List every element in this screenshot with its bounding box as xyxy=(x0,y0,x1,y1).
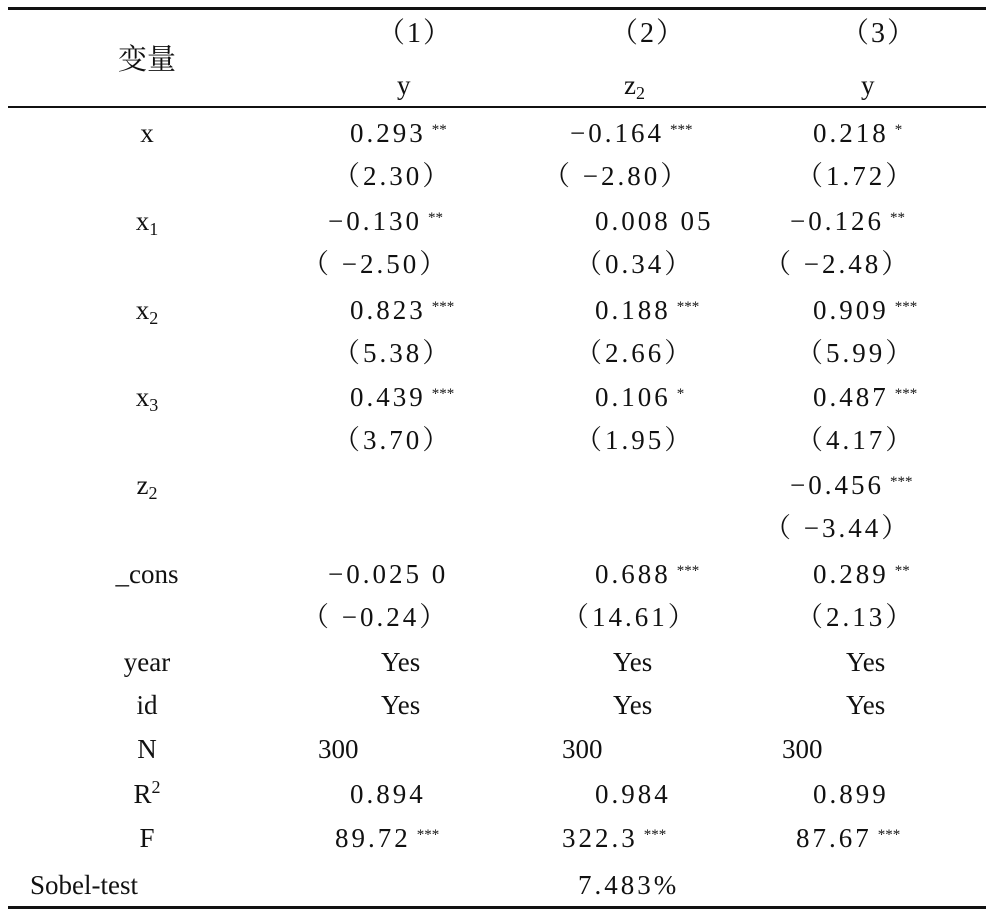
id-col3: Yes xyxy=(846,690,886,720)
row-label-z2: $z_2$ xyxy=(136,470,158,503)
t-x-col2: （ −2.80） xyxy=(543,161,691,191)
f-col1: 89.72 *** xyxy=(335,823,440,853)
t-x2-col1: （5.38） xyxy=(333,338,453,368)
coef-x2-col3: 0.909 *** xyxy=(813,295,918,325)
column-1-number: （1） xyxy=(377,18,454,49)
coef-cons-col2: 0.688 *** xyxy=(595,559,700,589)
top-rule xyxy=(8,7,986,10)
coef-x1-col1: −0.130 ** xyxy=(328,206,443,236)
row-label-cons: _cons xyxy=(115,559,179,589)
header-rule xyxy=(8,106,986,108)
t-x3-col1: （3.70） xyxy=(333,425,453,455)
bottom-rule xyxy=(8,906,986,909)
t-x2-col2: （2.66） xyxy=(575,338,695,368)
id-col2: Yes xyxy=(613,690,653,720)
t-cons-col3: （2.13） xyxy=(796,602,916,632)
column-1-dependent: y xyxy=(397,70,411,100)
coef-x3-col3: 0.487 *** xyxy=(813,382,918,412)
column-2-number: （2） xyxy=(610,18,687,49)
coef-x3-col1: 0.439 *** xyxy=(350,382,455,412)
coef-x1-col3: −0.126 ** xyxy=(790,206,905,236)
t-x3-col2: （1.95） xyxy=(575,425,695,455)
r2-col2: 0.984 xyxy=(595,779,671,809)
f-col3: 87.67 *** xyxy=(796,823,901,853)
t-x-col3: （1.72） xyxy=(796,161,916,191)
year-col3: Yes xyxy=(846,647,886,677)
coef-x3-col2: 0.106 * xyxy=(595,382,685,412)
t-x1-col1: （ −2.50） xyxy=(302,249,450,279)
coef-x-col1: 0.293 ** xyxy=(350,118,447,148)
coef-cons-col3: 0.289 ** xyxy=(813,559,910,589)
row-label-sobel: Sobel-test xyxy=(30,870,138,900)
sobel-value: 7.483% xyxy=(578,870,680,900)
r2-col1: 0.894 xyxy=(350,779,426,809)
t-x3-col3: （4.17） xyxy=(796,425,916,455)
coef-x-col2: −0.164 *** xyxy=(570,118,693,148)
coef-x2-col2: 0.188 *** xyxy=(595,295,700,325)
row-label-f: F xyxy=(139,823,155,853)
column-3-dependent: y xyxy=(861,70,875,100)
column-2-dependent: $z_2$ xyxy=(624,70,645,103)
row-label-x3: $x_3$ xyxy=(135,382,159,415)
t-x1-col2: （0.34） xyxy=(575,249,695,279)
row-label-r2: $R^2$ xyxy=(133,777,161,809)
t-x1-col3: （ −2.48） xyxy=(764,249,912,279)
t-z2-col3: （ −3.44） xyxy=(764,513,912,543)
coef-cons-col1: −0.025 0 xyxy=(328,559,449,589)
row-label-x1: $x_1$ xyxy=(135,206,159,239)
coef-x1-col2: 0.008 05 xyxy=(595,206,714,236)
t-cons-col2: （14.61） xyxy=(562,602,698,632)
coef-x-col3: 0.218 * xyxy=(813,118,903,148)
year-col1: Yes xyxy=(381,647,421,677)
year-col2: Yes xyxy=(613,647,653,677)
t-x2-col3: （5.99） xyxy=(796,338,916,368)
row-label-x2: $x_2$ xyxy=(135,295,159,328)
row-label-year: year xyxy=(123,647,171,677)
row-label-n: N xyxy=(137,734,157,764)
f-col2: 322.3 *** xyxy=(562,823,667,853)
coef-z2-col3: −0.456 *** xyxy=(790,470,913,500)
row-label-x: x xyxy=(140,118,154,148)
t-x-col1: （2.30） xyxy=(333,161,453,191)
n-col1: 300 xyxy=(318,734,359,764)
id-col1: Yes xyxy=(381,690,421,720)
r2-col3: 0.899 xyxy=(813,779,889,809)
variable-header: 变量 xyxy=(117,44,177,76)
t-cons-col1: （ −0.24） xyxy=(302,602,450,632)
coef-x2-col1: 0.823 *** xyxy=(350,295,455,325)
n-col3: 300 xyxy=(782,734,823,764)
row-label-id: id xyxy=(136,690,158,720)
column-3-number: （3） xyxy=(841,18,918,49)
n-col2: 300 xyxy=(562,734,603,764)
